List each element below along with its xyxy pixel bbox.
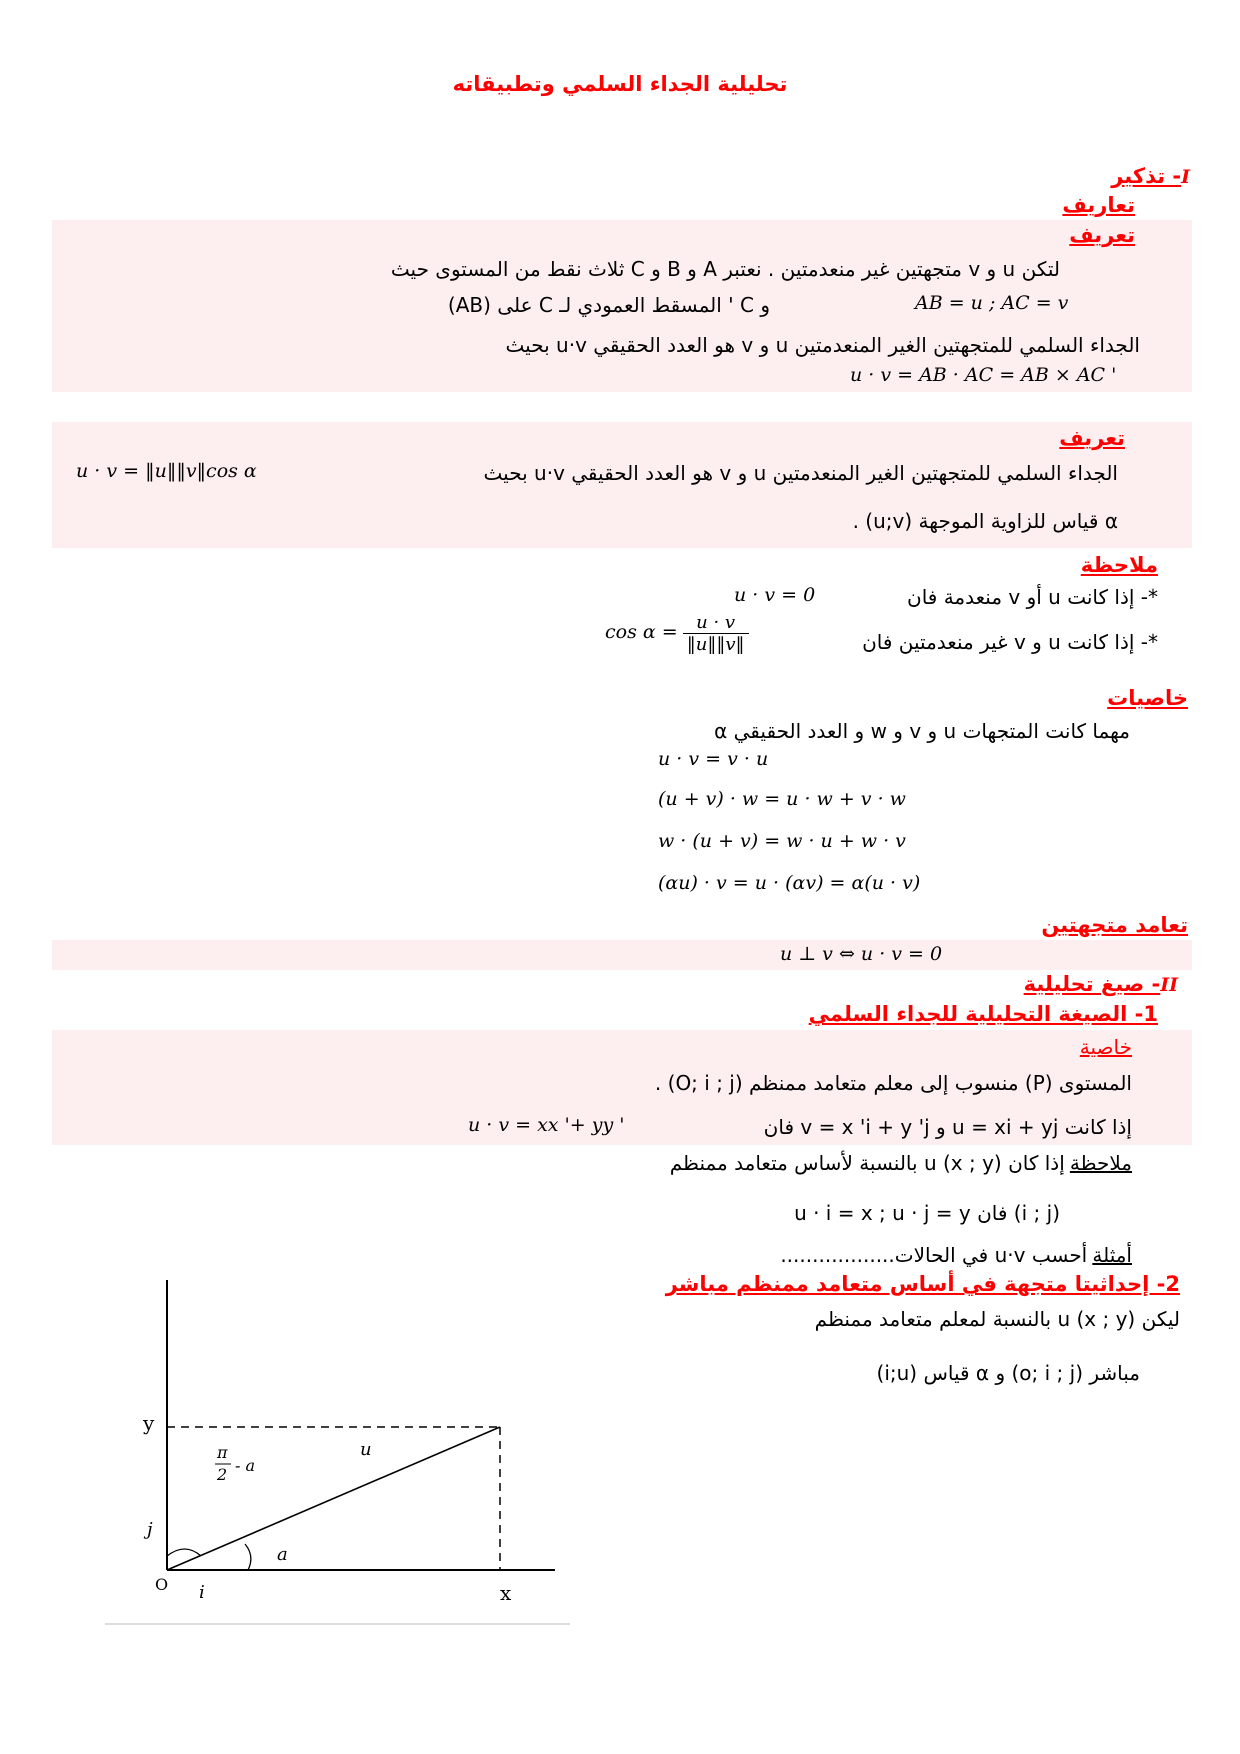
sub1-remark-label: ملاحظة xyxy=(1069,1151,1132,1175)
sub1-remark-line1: إذا كان u (x ; y) بالنسبة لأساس متعامد ممنظم xyxy=(669,1151,1065,1175)
sub2-title: - إحداثيتا متجهة في أساس متعامد ممنظم مباشر xyxy=(665,1272,1166,1296)
examples-text: أحسب u·v في الحالات.................. xyxy=(780,1243,1088,1267)
section1-roman: I xyxy=(1181,166,1190,188)
orthogonal-eq: u ⊥ v ⇔ u · v = 0 xyxy=(780,943,943,965)
sub1-remark xyxy=(670,1150,1132,1176)
figure-label-u: u xyxy=(360,1439,372,1460)
sub1-line2-math: u · v = xx '+ yy ' xyxy=(468,1114,625,1136)
cos-denominator: ‖u‖‖v‖ xyxy=(686,634,745,655)
sub1-property-label: خاصية xyxy=(1079,1035,1132,1059)
property-eq2: (u + v) · w = u · w + v · w xyxy=(658,788,906,810)
definition1-label: تعريف xyxy=(1069,223,1135,247)
cos-numerator: u · v xyxy=(683,612,749,634)
section1-heading xyxy=(1111,164,1190,188)
section1-title: - تذكير xyxy=(1111,164,1182,188)
definitions-subheading: تعاريف xyxy=(1062,193,1135,217)
figure-label-j: j xyxy=(147,1519,153,1540)
figure-label-alpha: a xyxy=(277,1544,288,1565)
sub2-line1: ليكن u (x ; y) بالنسبة لمعلم متعامد ممنظم xyxy=(814,1307,1180,1331)
sub1-line2-text: إذا كانت u = xi + yj و v = x 'i + y 'j فان xyxy=(763,1115,1132,1139)
sub1-line1: المستوى (P) منسوب إلى معلم متعامد ممنظم (O; i ; j) . xyxy=(654,1071,1132,1095)
remark-item2-text: *- إذا كانت u و v غير منعدمتين فان xyxy=(862,630,1158,654)
definition2-label: تعريف xyxy=(1059,426,1125,450)
sub2-line2: مباشر (o; i ; j) و α قياس (i;u) xyxy=(876,1361,1140,1385)
definition1-line2-text: و C ' المسقط العمودي لـ C على (AB) xyxy=(447,293,770,317)
cos-fraction xyxy=(683,612,749,655)
examples xyxy=(780,1242,1132,1268)
property-eq1: u · v = v · u xyxy=(658,748,769,770)
remark-label: ملاحظة xyxy=(1080,553,1158,577)
cos-formula xyxy=(605,612,749,655)
section2-heading xyxy=(1024,972,1178,996)
remark-item1-math: u · v = 0 xyxy=(734,584,816,606)
vector-figure xyxy=(105,1280,570,1625)
sub2-number: 2 xyxy=(1165,1272,1180,1296)
page-title: تحليلية الجداء السلمي وتطبيقاته xyxy=(452,72,788,96)
definition1-line2-math: AB = u ; AC = v xyxy=(915,292,1069,314)
figure-label-y: y xyxy=(143,1411,155,1435)
property-eq4: (αu) · v = u · (αv) = α(u · v) xyxy=(658,872,921,894)
figure-label-pi: π xyxy=(217,1443,228,1462)
properties-label: خاصيات xyxy=(1107,686,1188,710)
figure-label-minus-a: - a xyxy=(235,1456,256,1475)
section2-roman: II xyxy=(1160,974,1178,996)
definition2-formula: u · v = ‖u‖‖v‖cos α xyxy=(76,460,257,482)
property-eq3: w · (u + v) = w · u + w · v xyxy=(658,830,906,852)
section2-title: - صيغ تحليلية xyxy=(1023,972,1161,996)
figure-label-two: 2 xyxy=(217,1465,228,1484)
definition1-line3: الجداء السلمي للمتجهتين الغير المنعدمتين u و v هو العدد الحقيقي u·v بحيث xyxy=(505,333,1140,357)
figure-label-i: i xyxy=(199,1582,205,1603)
figure-label-o: O xyxy=(155,1575,169,1594)
definition2-line2: α قياس للزاوية الموجهة (u;v) . xyxy=(852,509,1118,533)
remark-item1-text: *- إذا كانت u أو v منعدمة فان xyxy=(907,585,1158,609)
sub2-heading xyxy=(666,1272,1180,1296)
figure-background xyxy=(105,1280,570,1625)
definition1-line4-math: u · v = AB · AC = AB × AC ' xyxy=(850,364,1117,386)
cos-lhs: cos α = xyxy=(605,621,678,643)
figure-label-x: x xyxy=(500,1581,512,1605)
orthogonal-box xyxy=(52,940,1192,970)
properties-intro: مهما كانت المتجهات u و v و w و العدد الحقيقي α xyxy=(714,719,1130,743)
definition1-line1: لتكن u و v متجهتين غير منعدمتين . نعتبر A و B و C ثلاث نقط من المستوى حيث xyxy=(390,257,1060,281)
orthogonal-label: تعامد متجهتين xyxy=(1041,913,1188,937)
sub1-title: - الصيغة التحليلية للجداء السلمي xyxy=(808,1002,1144,1026)
examples-label: أمثلة xyxy=(1092,1243,1132,1267)
sub1-number: 1 xyxy=(1143,1002,1158,1026)
definition2-line1: الجداء السلمي للمتجهتين الغير المنعدمتين u و v هو العدد الحقيقي u·v بحيث xyxy=(483,461,1118,485)
sub1-heading xyxy=(809,1002,1158,1026)
sub1-remark-line2: (i ; j) فان u · i = x ; u · j = y xyxy=(794,1201,1060,1225)
